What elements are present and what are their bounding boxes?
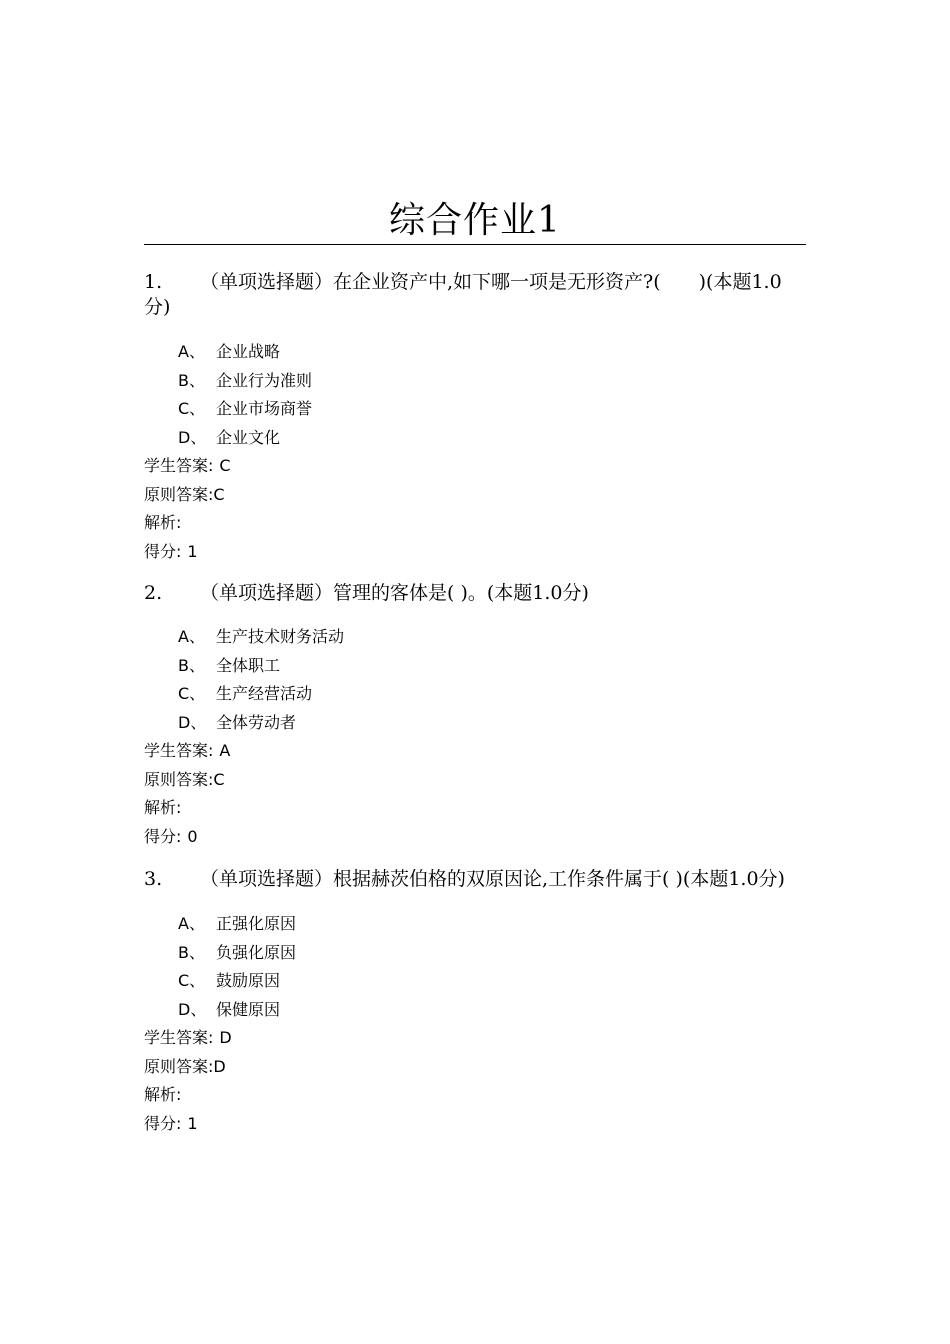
score — [144, 823, 806, 852]
standard-answer-label: 原则答案: — [144, 769, 214, 789]
standard-answer — [144, 766, 806, 795]
question-number: 1. — [144, 271, 163, 293]
question-text: （单项选择题）在企业资产中,如下哪一项是无形资产?( )(本题1.0分) — [144, 271, 782, 318]
analysis-label: 解析: — [144, 798, 182, 818]
score-value: 1 — [187, 541, 198, 561]
standard-answer-value: C — [213, 484, 225, 504]
option-c — [144, 680, 806, 709]
analysis — [144, 509, 806, 538]
option-b — [144, 652, 806, 681]
question-2 — [144, 581, 806, 851]
option-a — [144, 623, 806, 652]
option-text: 正强化原因 — [216, 914, 297, 933]
option-letter: B、 — [178, 655, 205, 675]
score-value: 1 — [187, 1113, 198, 1133]
option-b — [144, 939, 806, 968]
option-letter: A、 — [178, 342, 205, 361]
score — [144, 538, 806, 567]
question-stem — [144, 270, 806, 320]
student-answer-value: C — [219, 456, 231, 476]
option-a — [144, 910, 806, 939]
option-letter: B、 — [178, 370, 205, 390]
score — [144, 1110, 806, 1139]
question-number: 3. — [144, 868, 163, 890]
analysis-label: 解析: — [144, 513, 182, 533]
student-answer-label: 学生答案: — [144, 1028, 214, 1048]
student-answer-label: 学生答案: — [144, 456, 214, 476]
analysis-label: 解析: — [144, 1085, 182, 1105]
question-stem — [144, 867, 806, 892]
question-3 — [144, 867, 806, 1138]
option-text: 企业战略 — [216, 342, 281, 361]
analysis — [144, 794, 806, 823]
question-number: 2. — [144, 582, 163, 604]
option-letter: D、 — [178, 427, 207, 447]
standard-answer-value: D — [213, 1056, 226, 1076]
option-text: 保健原因 — [216, 999, 281, 1019]
option-letter: C、 — [178, 684, 206, 704]
option-letter: D、 — [178, 999, 207, 1019]
option-letter: C、 — [178, 399, 206, 419]
student-answer — [144, 737, 806, 766]
student-answer-value: A — [219, 741, 231, 761]
standard-answer-label: 原则答案: — [144, 1056, 214, 1076]
option-letter: C、 — [178, 971, 206, 991]
option-text: 企业文化 — [216, 427, 281, 447]
student-answer — [144, 452, 806, 481]
analysis — [144, 1081, 806, 1110]
title-underline — [144, 244, 806, 245]
option-list — [144, 910, 806, 1024]
standard-answer — [144, 1053, 806, 1082]
standard-answer-value: C — [213, 769, 225, 789]
option-text: 鼓励原因 — [216, 971, 281, 991]
option-text: 生产技术财务活动 — [216, 627, 345, 646]
option-text: 全体劳动者 — [216, 712, 297, 732]
option-b — [144, 367, 806, 396]
option-text: 生产经营活动 — [216, 684, 313, 704]
option-text: 全体职工 — [216, 655, 281, 675]
option-letter: D、 — [178, 712, 207, 732]
standard-answer — [144, 481, 806, 510]
option-list — [144, 623, 806, 737]
option-c — [144, 967, 806, 996]
question-text: （单项选择题）根据赫茨伯格的双原因论,工作条件属于( )(本题1.0分) — [200, 868, 785, 890]
option-d — [144, 424, 806, 453]
option-a — [144, 338, 806, 367]
question-text: （单项选择题）管理的客体是( )。(本题1.0分) — [200, 582, 589, 604]
option-text: 企业行为准则 — [216, 370, 313, 390]
question-1 — [144, 270, 806, 566]
option-d — [144, 996, 806, 1025]
standard-answer-label: 原则答案: — [144, 484, 214, 504]
option-text: 企业市场商誉 — [216, 399, 313, 419]
option-text: 负强化原因 — [216, 942, 297, 962]
score-value: 0 — [187, 826, 198, 846]
student-answer — [144, 1024, 806, 1053]
option-d — [144, 709, 806, 738]
option-letter: A、 — [178, 627, 205, 646]
score-label: 得分: — [144, 541, 182, 561]
option-letter: A、 — [178, 914, 205, 933]
score-label: 得分: — [144, 1113, 182, 1133]
option-c — [144, 395, 806, 424]
score-label: 得分: — [144, 826, 182, 846]
student-answer-value: D — [219, 1028, 232, 1048]
page-title: 综合作业1 — [389, 200, 561, 241]
option-letter: B、 — [178, 942, 205, 962]
student-answer-label: 学生答案: — [144, 741, 214, 761]
question-stem — [144, 581, 806, 606]
option-list — [144, 338, 806, 452]
